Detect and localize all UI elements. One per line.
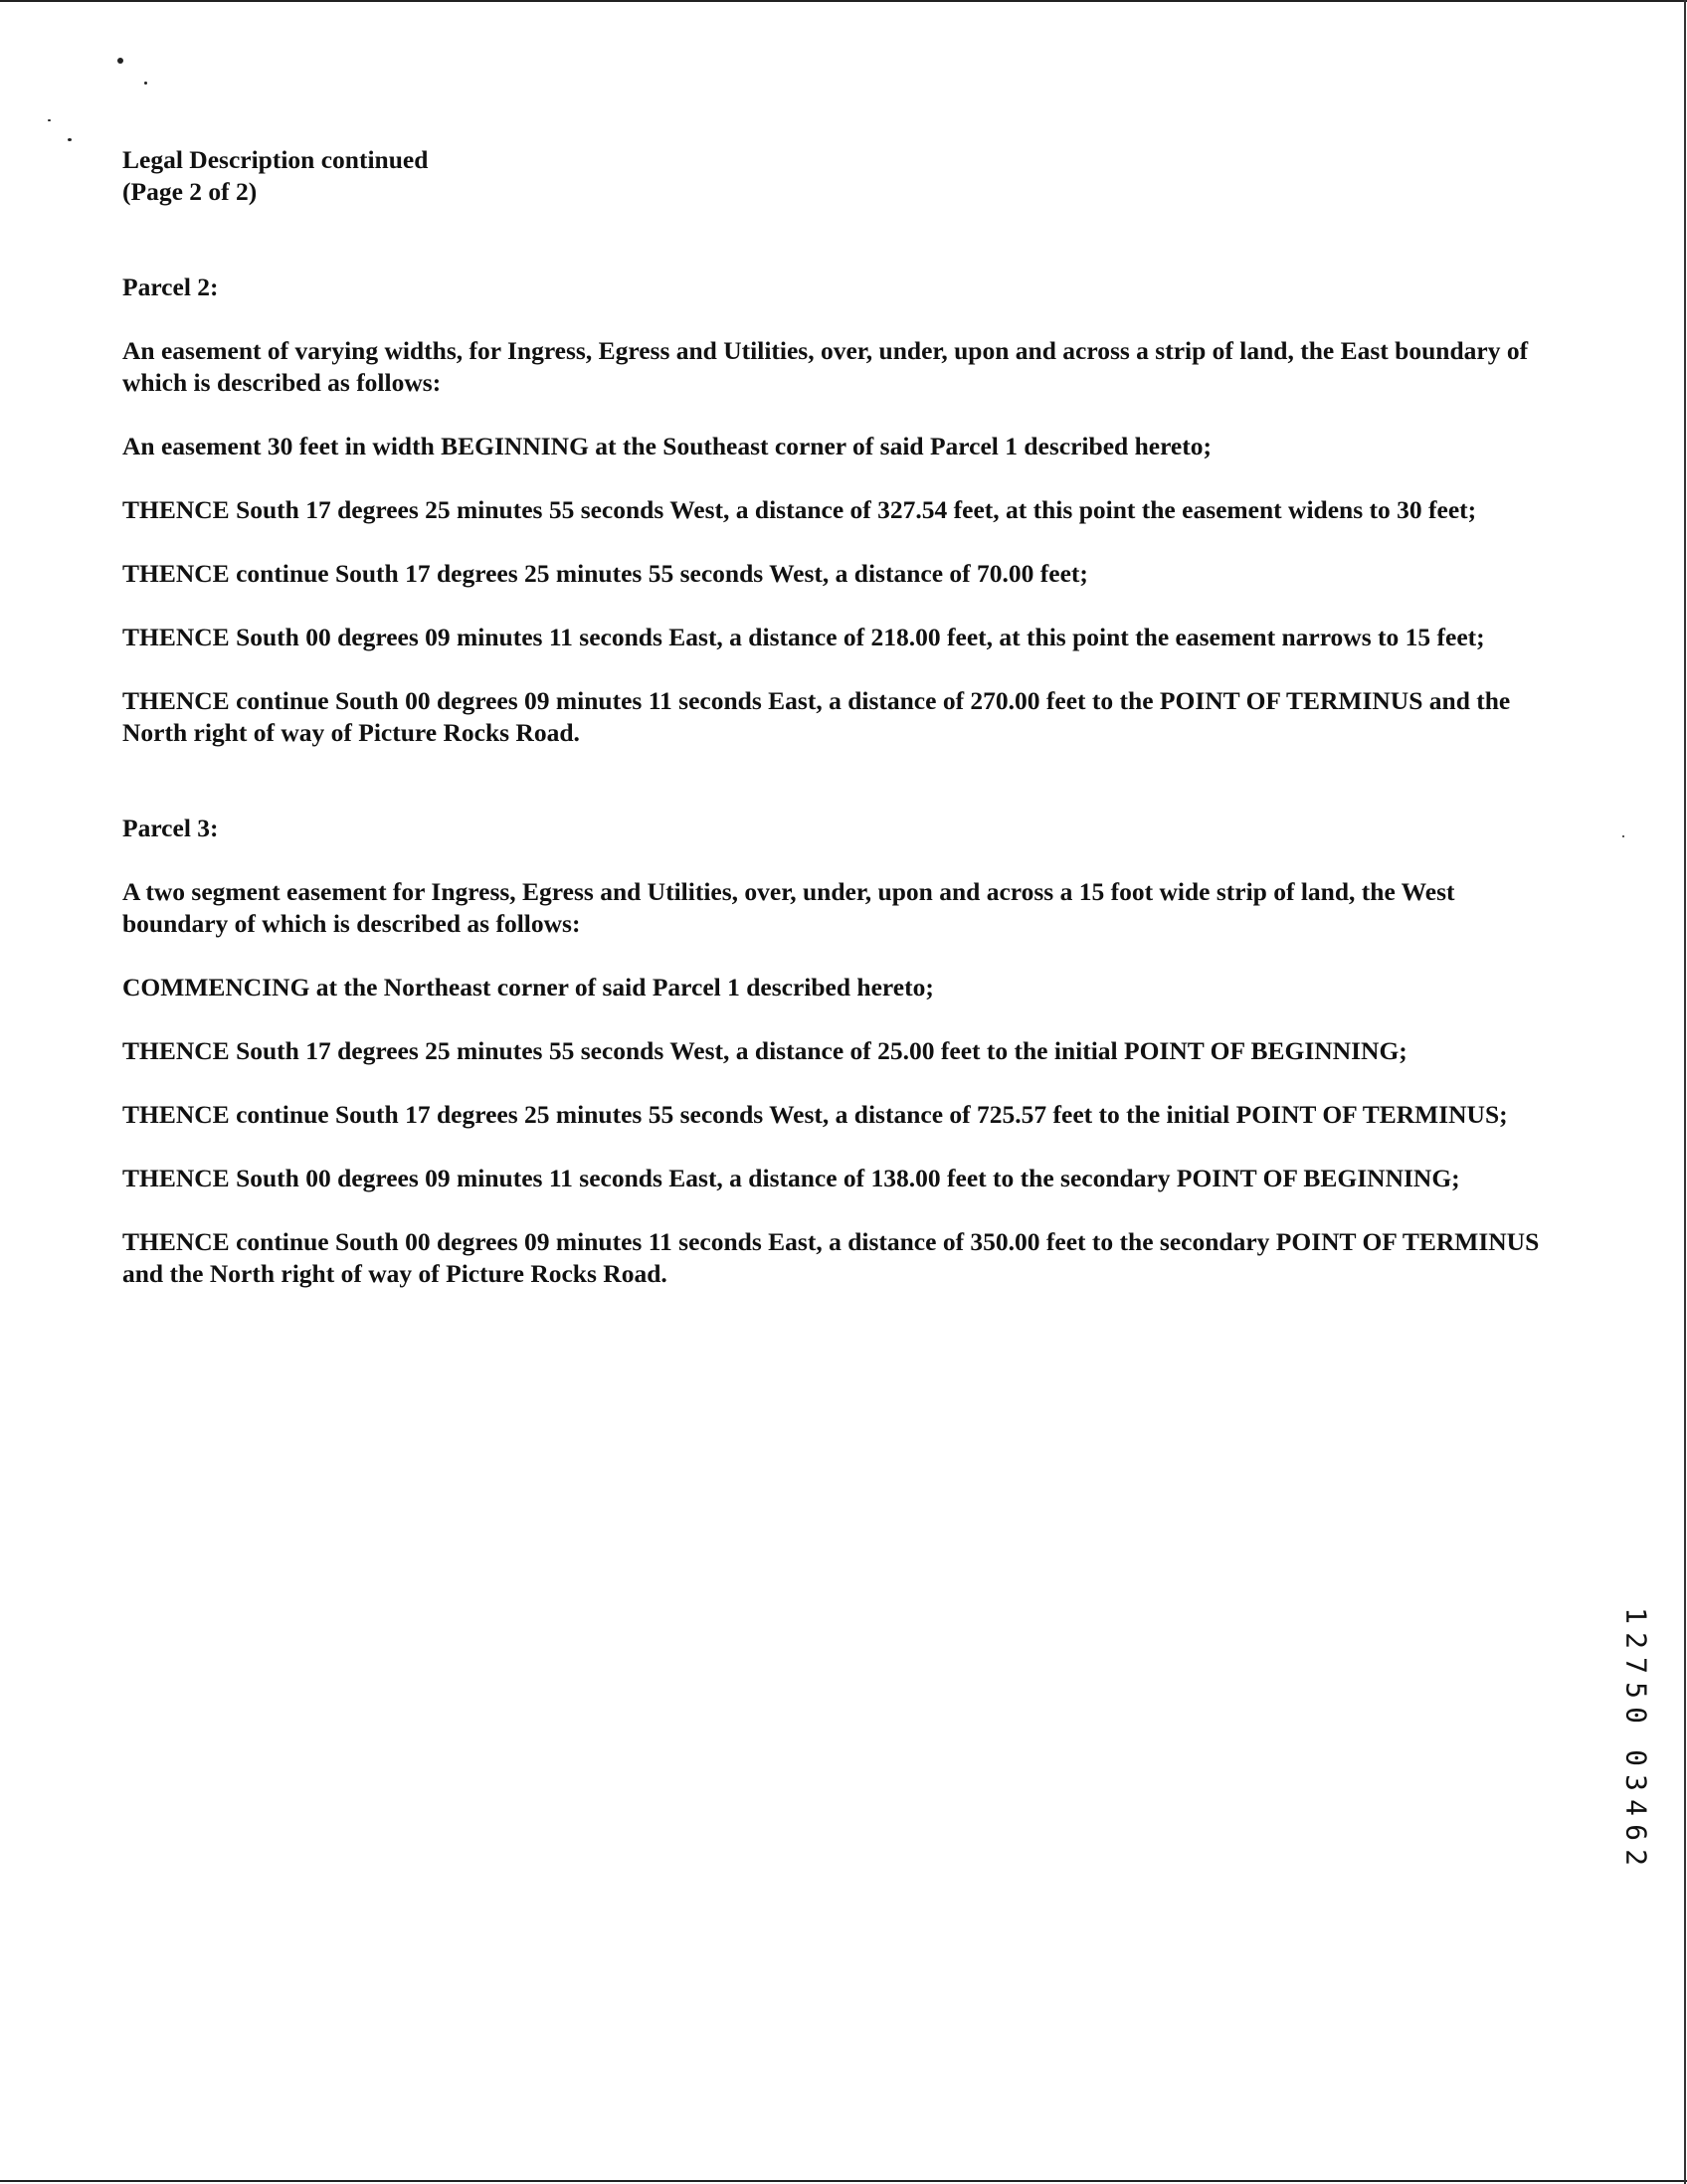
- parcel-2-paragraph: THENCE continue South 00 degrees 09 minutes 11 seconds East, a distance of 270.00 feet to the POINT OF TERMINUS and the North right of way of Picture Rocks Road.: [122, 686, 1511, 747]
- parcel-2-paragraph: THENCE South 00 degrees 09 minutes 11 seconds East, a distance of 218.00 feet, at this point the easement narrows to 15 feet;: [122, 623, 1485, 651]
- scan-speck: [68, 138, 72, 141]
- parcel-3-paragraph: THENCE South 00 degrees 09 minutes 11 seconds East, a distance of 138.00 feet to the secondary POINT OF BEGINNING;: [122, 1164, 1460, 1192]
- stamp-digit: 2: [1619, 1849, 1653, 1866]
- stamp-digit: 1: [1619, 1607, 1653, 1624]
- parcel-2-paragraph: An easement of varying widths, for Ingress, Egress and Utilities, over, under, upon and across a strip of land, the East boundary of which is described as follows:: [122, 336, 1529, 397]
- page-border-top: [0, 0, 1687, 2]
- page-border-bottom: [0, 2180, 1687, 2182]
- stamp-digit: 4: [1619, 1799, 1653, 1816]
- stamp-digit: 2: [1619, 1632, 1653, 1649]
- stamp-digit: 6: [1619, 1824, 1653, 1841]
- legal-description-body: [122, 144, 1555, 1290]
- document-title: Legal Description continued: [122, 145, 429, 174]
- parcel-2-paragraph: THENCE South 17 degrees 25 minutes 55 seconds West, a distance of 327.54 feet, at this point the easement widens to 30 feet;: [122, 495, 1477, 524]
- stamp-digit: 7: [1619, 1657, 1653, 1674]
- parcel-2-paragraph: THENCE continue South 17 degrees 25 minutes 55 seconds West, a distance of 70.00 feet;: [122, 559, 1088, 588]
- page-indicator: (Page 2 of 2): [122, 177, 258, 206]
- parcel-2-heading: Parcel 2:: [122, 273, 219, 301]
- parcel-2-paragraph: An easement 30 feet in width BEGINNING at the Southeast corner of said Parcel 1 described hereto;: [122, 432, 1212, 460]
- stamp-digit: 0: [1619, 1707, 1653, 1724]
- parcel-3-paragraph: THENCE continue South 17 degrees 25 minutes 55 seconds West, a distance of 725.57 feet to the initial POINT OF TERMINUS;: [122, 1100, 1508, 1129]
- scan-speck: [117, 58, 123, 64]
- stamp-digit: 5: [1619, 1682, 1653, 1699]
- recording-number-stamp: [1616, 1603, 1656, 1870]
- parcel-3-paragraph: COMMENCING at the Northeast corner of said Parcel 1 described hereto;: [122, 973, 934, 1001]
- scan-speck: [1622, 835, 1624, 837]
- stamp-digit: 3: [1619, 1774, 1653, 1791]
- parcel-3-paragraph: THENCE continue South 00 degrees 09 minutes 11 seconds East, a distance of 350.00 feet to the secondary POINT OF TERMINUS and the North right of way of Picture Rocks Road.: [122, 1227, 1540, 1288]
- scan-speck: [144, 82, 147, 85]
- scan-speck: [48, 119, 51, 121]
- parcel-3-paragraph: A two segment easement for Ingress, Egress and Utilities, over, under, upon and across a 15 foot wide strip of land, the West boundary of which is described as follows:: [122, 877, 1455, 938]
- stamp-digit: 0: [1619, 1749, 1653, 1766]
- page-border-right: [1684, 0, 1686, 2184]
- parcel-3-paragraph: THENCE South 17 degrees 25 minutes 55 seconds West, a distance of 25.00 feet to the initial POINT OF BEGINNING;: [122, 1036, 1407, 1065]
- parcel-3-heading: Parcel 3:: [122, 814, 219, 842]
